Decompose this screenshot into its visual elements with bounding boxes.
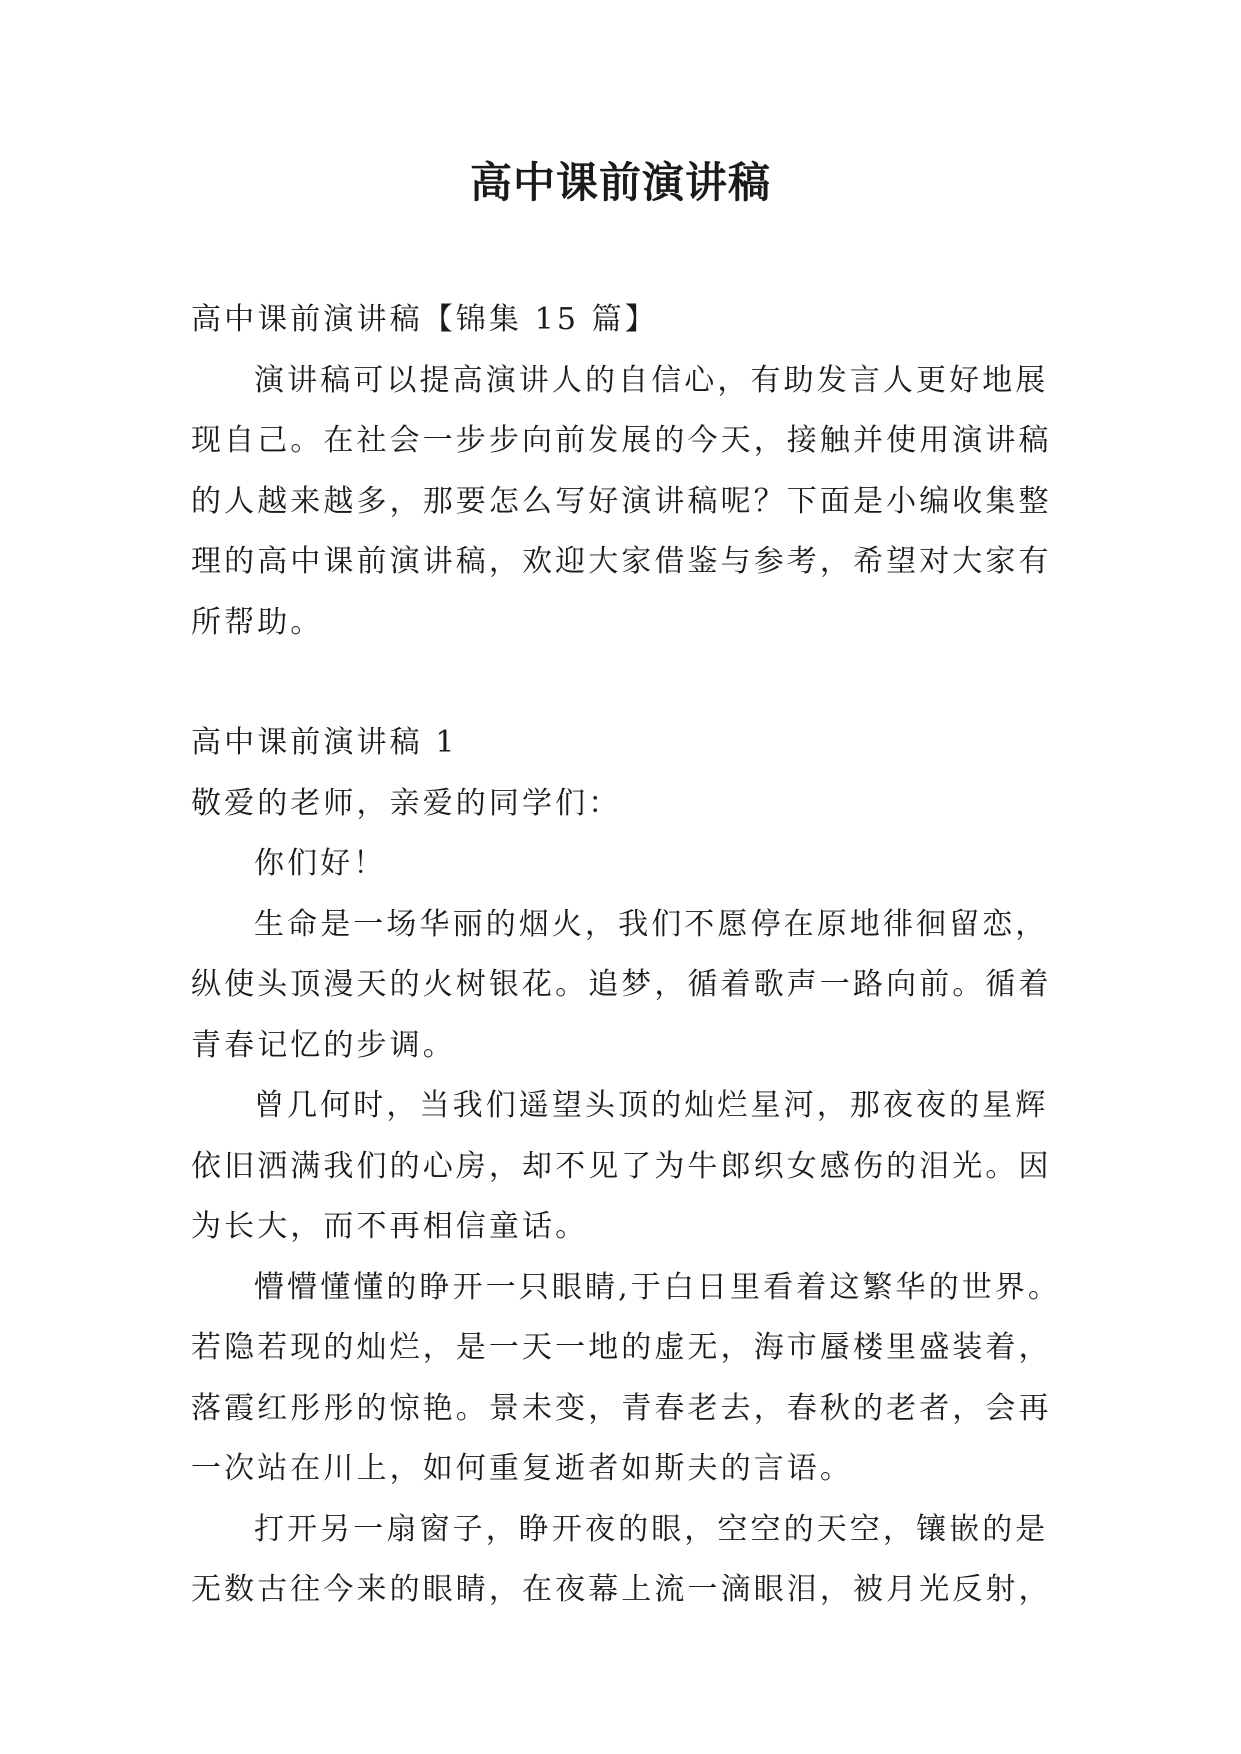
paragraph-line: 曾几何时，当我们遥望头顶的灿烂星河，那夜夜的星辉 <box>254 1088 1049 1123</box>
paragraph-line: 一次站在川上，如何重复逝者如斯夫的言语。 <box>191 1451 853 1486</box>
greeting: 你们好！ <box>254 846 387 881</box>
document-body <box>191 290 1071 1621</box>
paragraph-line: 青春记忆的步调。 <box>191 1027 456 1063</box>
salutation: 敬爱的老师，亲爱的同学们： <box>191 785 622 821</box>
paragraph-line: 为长大，而不再相信童话。 <box>191 1209 589 1244</box>
paragraph-line: 无数古往今来的眼睛，在夜幕上流一滴眼泪，被月光反射， <box>191 1572 1052 1607</box>
section-spacer <box>191 653 1071 713</box>
speech-paragraph-4 <box>191 1500 1071 1621</box>
intro-line: 理的高中课前演讲稿，欢迎大家借鉴与参考，希望对大家有 <box>191 544 1052 579</box>
paragraph-line: 依旧洒满我们的心房，却不见了为牛郎织女感伤的泪光。因 <box>191 1148 1052 1184</box>
speech-paragraph-1 <box>191 895 1071 1077</box>
intro-line: 演讲稿可以提高演讲人的自信心，有助发言人更好地展 <box>254 362 1049 398</box>
paragraph-line: 落霞红彤彤的惊艳。景未变，青春老去，春秋的老者，会再 <box>191 1390 1052 1426</box>
document-subtitle: 高中课前演讲稿【锦集 15 篇】 <box>191 302 658 337</box>
section-heading: 高中课前演讲稿 1 <box>191 725 458 760</box>
paragraph-line: 打开另一扇窗子，睁开夜的眼，空空的天空，镶嵌的是 <box>254 1511 1049 1547</box>
intro-line: 现自己。在社会一步步向前发展的今天，接触并使用演讲稿 <box>191 423 1052 458</box>
paragraph-line: 纵使头顶漫天的火树银花。追梦，循着歌声一路向前。循着 <box>191 967 1052 1002</box>
paragraph-line: 懵懵懂懂的睁开一只眼睛,于白日里看着这繁华的世界。 <box>254 1269 1062 1305</box>
speech-paragraph-3 <box>191 1258 1071 1500</box>
intro-paragraph <box>191 351 1071 654</box>
paragraph-line: 生命是一场华丽的烟火，我们不愿停在原地徘徊留恋， <box>254 906 1049 942</box>
intro-line: 的人越来越多，那要怎么写好演讲稿呢？下面是小编收集整 <box>191 483 1052 519</box>
speech-paragraph-2 <box>191 1076 1071 1258</box>
document-title: 高中课前演讲稿 <box>469 158 771 207</box>
intro-line: 所帮助。 <box>191 604 324 640</box>
paragraph-line: 若隐若现的灿烂，是一天一地的虚无，海市蜃楼里盛装着， <box>191 1330 1052 1365</box>
